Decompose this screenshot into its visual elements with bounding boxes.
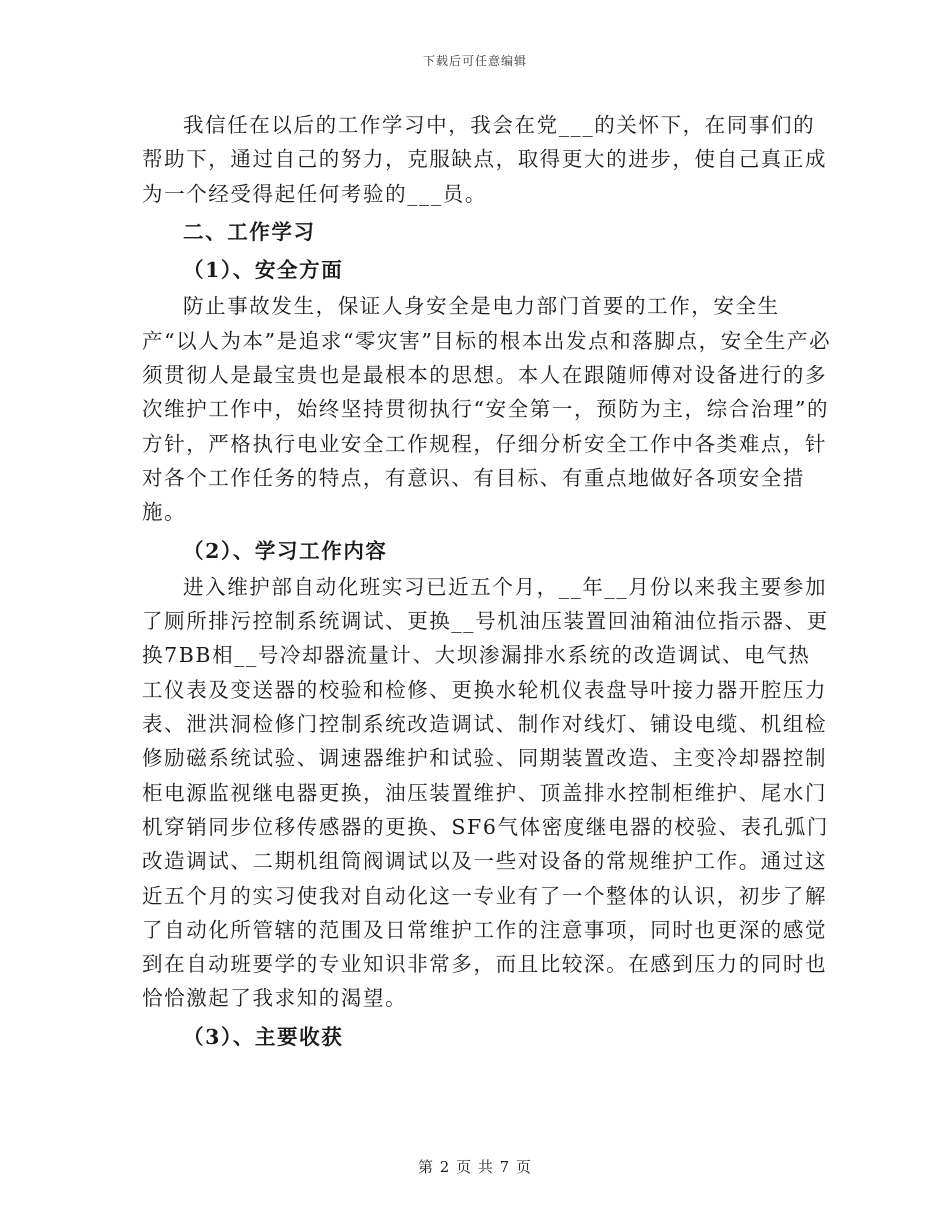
- paragraph-study-content: 进入维护部自动化班实习已近五个月，__年__月份以来我主要参加了厕所排污控制系统调试、更换__号机油压装置回油箱油位指示器、更换7BB相__号冷却器流量计、大坝渗漏排水系统的改造调试、电气热工仪表及变送器的校验和检修、更换水轮机仪表盘导叶接力器开腔压力表、泄洪洞检修门控制系统改造调试、制作对线灯、铺设电缆、机组检修励磁系统试验、调速器维护和试验、同期装置改造、主变冷却器控制柜电源监视继电器更换，油压装置维护、顶盖排水控制柜维护、尾水门机穿销同步位移传感器的更换、SF6气体密度继电器的校验、表孔弧门改造调试、二期机组筒阀调试以及一些对设备的常规维护工作。通过这近五个月的实习使我对自动化这一专业有了一个整体的认识，初步了解了自动化所管辖的范围及日常维护工作的注意事项，同时也更深的感觉到在自动班要学的专业知识非常多，而且比较深。在感到压力的同时也恰恰激起了我求知的渴望。: [142, 574, 830, 1011]
- document-body: [142, 108, 832, 1056]
- paragraph-party-commitment: 我信任在以后的工作学习中，我会在党___的关怀下，在同事们的帮助下，通过自己的努力，克服缺点，取得更大的进步，使自己真正成为一个经受得起任何考验的___员。: [142, 113, 828, 206]
- subheading-safety: （1）、安全方面: [183, 258, 344, 283]
- section-heading-work-study: 二、工作学习: [183, 219, 316, 244]
- page-header-note: 下载后可任意编辑: [422, 54, 527, 68]
- page-number: 第 2 页 共 7 页: [418, 1158, 532, 1176]
- subheading-main-gains: （3）、主要收获: [183, 1024, 344, 1049]
- subheading-study-content: （2）、学习工作内容: [183, 538, 388, 563]
- paragraph-safety: 防止事故发生，保证人身安全是电力部门首要的工作，安全生产“以人为本”是追求“零灾害”目标的根本出发点和落脚点，安全生产必须贯彻人是最宝贵也是最根本的思想。本人在跟随师傅对设备进行的多次维护工作中，始终坚持贯彻执行“安全第一，预防为主，综合治理”的方针，严格执行电业安全工作规程，仔细分析安全工作中各类难点，针对各个工作任务的特点，有意识、有目标、有重点地做好各项安全措施。: [142, 294, 832, 525]
